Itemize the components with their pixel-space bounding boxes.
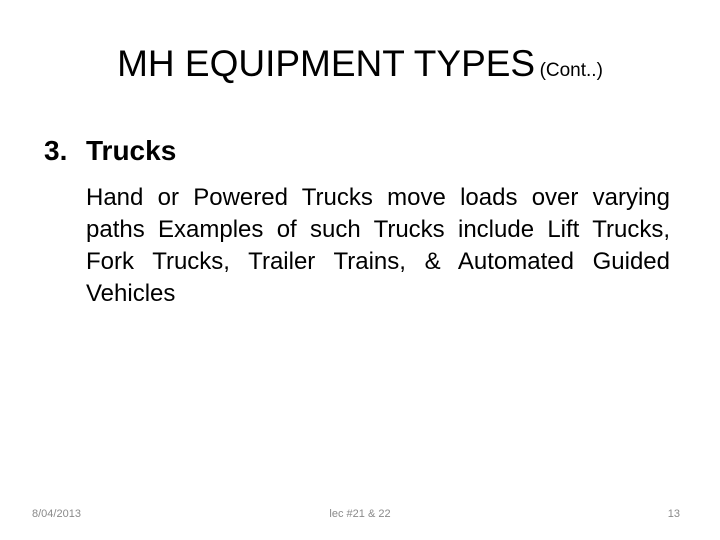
slide-title: [0, 44, 720, 85]
footer-page-number: 13: [667, 508, 680, 520]
footer-lecture: lec #21 & 22: [329, 508, 391, 520]
section-heading: [44, 134, 176, 168]
slide-title-suffix: (Cont..): [539, 60, 603, 81]
footer-date: 8/04/2013: [32, 508, 81, 520]
section-number: 3.: [44, 135, 68, 166]
slide-title-main: MH EQUIPMENT TYPES: [117, 43, 536, 84]
section-body-text: Hand or Powered Trucks move loads over varying paths Examples of such Trucks include Lift Trucks, Fork Trucks, Trailer Trains, & Automated Guided Vehicles: [86, 184, 670, 307]
section-heading-label: Trucks: [86, 135, 177, 166]
